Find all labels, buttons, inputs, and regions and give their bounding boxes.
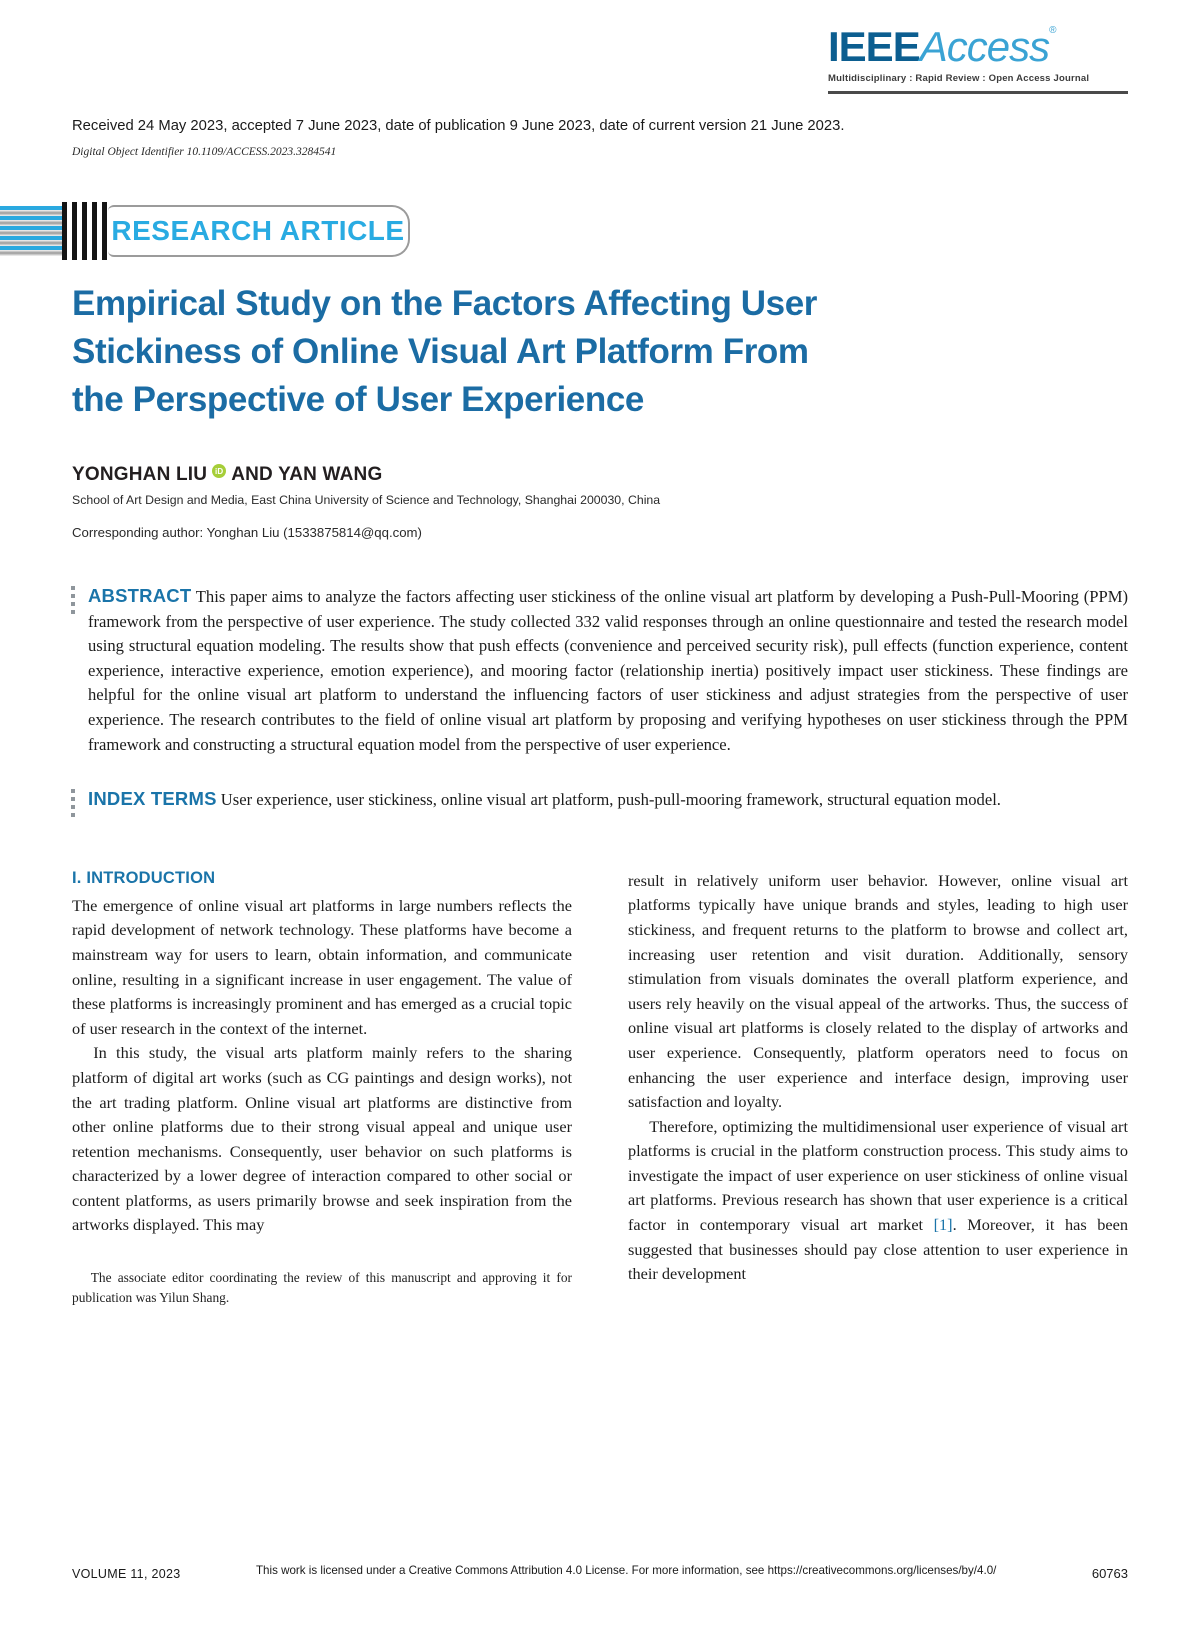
intro-paragraph-1: The emergence of online visual art platforms in large numbers reflects the rapid development of network technology. These platforms have become a mainstream way for users to learn, obtain information, and communicate online, resulting in a significant increase in user engagement. The value of these platforms is increasingly prominent and has emerged as a crucial topic of user research in the context of the internet. — [72, 895, 572, 1038]
masthead-rule — [828, 91, 1128, 94]
author-name-2: AND YAN WANG — [231, 464, 383, 485]
paragraph-text: . Moreover, it has been suggested that businesses should pay close attention to user experience in their development — [628, 1215, 1128, 1284]
paragraph-text: Therefore, optimizing the multidimensional user experience of visual art platforms is crucial in the platform construction process. This study aims to investigate the impact of user experience on user stickiness of online visual art platforms. Previous research has shown that user experience is a critical factor in contemporary visual art market — [628, 1116, 1128, 1235]
abstract-section — [88, 584, 1128, 757]
intro-paragraph-4 — [628, 1115, 1128, 1287]
citation-1-link[interactable]: [1] — [933, 1215, 953, 1235]
article-title-line3: the Perspective of User Experience — [72, 380, 644, 419]
index-terms-label: INDEX TERMS — [88, 788, 217, 810]
body-columns — [72, 869, 1128, 1307]
badge-label: RESEARCH ARTICLE — [111, 215, 405, 246]
left-column — [72, 869, 572, 1307]
badge-bars-decoration — [62, 202, 108, 260]
journal-tagline: Multidisciplinary : Rapid Review : Open Access Journal — [828, 73, 1090, 84]
affiliation-line: School of Art Design and Media, East China University of Science and Technology, Shanghai 200030, China — [72, 493, 661, 507]
registered-mark: ® — [1049, 25, 1057, 36]
intro-paragraph-3: result in relatively uniform user behavior. However, online visual art platforms typically have unique brands and styles, leading to high user stickiness, and frequent returns to the platform to browse and collect art, increasing user retention and visit duration. Additionally, sensory stimulation from visuals dominates the overall platform experience, and users rely heavily on the visual appeal of the artworks. Thus, the success of online visual art platforms is closely related to the display of artworks and user experience. Consequently, platform operators need to focus on enhancing the user experience and interface design, improving user satisfaction and loyalty. — [628, 870, 1128, 1112]
introduction-heading: I. INTRODUCTION — [72, 868, 216, 887]
section-marker-dots — [71, 586, 75, 614]
abstract-label: ABSTRACT — [88, 585, 192, 606]
ieee-logo-text: IEEE — [828, 23, 920, 70]
research-article-badge — [0, 202, 1200, 260]
index-terms-text: User experience, user stickiness, online visual art platform, push-pull-mooring framework, structural equation model. — [220, 790, 1001, 810]
section-marker-dots — [71, 789, 75, 817]
corresponding-author-line: Corresponding author: Yonghan Liu (1533875814@qq.com) — [72, 525, 422, 540]
orcid-icon[interactable]: iD — [212, 464, 226, 478]
doi-line: Digital Object Identifier 10.1109/ACCESS.2023.3284541 — [72, 146, 337, 158]
abstract-text: This paper aims to analyze the factors affecting user stickiness of the online visual art platform by developing a Push-Pull-Mooring (PPM) framework from the perspective of user experience. The study collected 332 valid responses through an online questionnaire and tested the research model using structural equation modeling. The results show that push effects (convenience and perceived security risk), pull effects (function experience, content experience, interactive experience, emotion experience), and mooring factor (relationship inertia) positively impact user stickiness. These findings are helpful for the online visual art platform to understand the influencing factors of user stickiness and adjust strategies from the perspective of user experience. The research contributes to the field of online visual art platform by proposing and verifying hypotheses on user stickiness through the PPM framework and constructing a structural equation model from the perspective of user experience. — [88, 587, 1128, 754]
article-title — [72, 280, 1128, 424]
author-line — [72, 464, 1128, 486]
license-text: This work is licensed under a Creative Commons Attribution 4.0 License. For more information, see https://creativecommons.org/licenses/by/4.0/ — [255, 1564, 997, 1577]
journal-masthead — [828, 23, 1128, 94]
right-column — [628, 869, 1128, 1307]
badge-stripes-decoration — [0, 206, 62, 256]
associate-editor-footnote: The associate editor coordinating the review of this manuscript and approving it for publication was Yilun Shang. — [72, 1270, 572, 1305]
page-number: 60763 — [1091, 1566, 1128, 1581]
article-title-line1: Empirical Study on the Factors Affecting User — [72, 284, 818, 323]
author-name-1: YONGHAN LIU — [72, 464, 208, 485]
intro-paragraph-2: In this study, the visual arts platform mainly refers to the sharing platform of digital art works (such as CG paintings and design works), not the art trading platform. Online visual art platforms are distinctive from other online platforms due to their strong visual appeal and unique user retention mechanisms. Consequently, user behavior on such platforms is characterized by a lower degree of interaction compared to other social or content platforms, as users primarily browse and seek inspiration from the artworks displayed. This may — [72, 1043, 572, 1235]
badge-box — [108, 205, 410, 257]
ieee-access-logo — [828, 23, 1128, 70]
index-terms-section — [88, 787, 1128, 813]
volume-label: VOLUME 11, 2023 — [72, 1567, 181, 1581]
received-dates-line: Received 24 May 2023, accepted 7 June 2023, date of publication 9 June 2023, date of current version 21 June 2023. — [72, 118, 845, 134]
access-logo-text: Access — [919, 23, 1050, 70]
article-title-line2: Stickiness of Online Visual Art Platform From — [72, 332, 809, 371]
page-footer — [72, 1566, 1128, 1581]
